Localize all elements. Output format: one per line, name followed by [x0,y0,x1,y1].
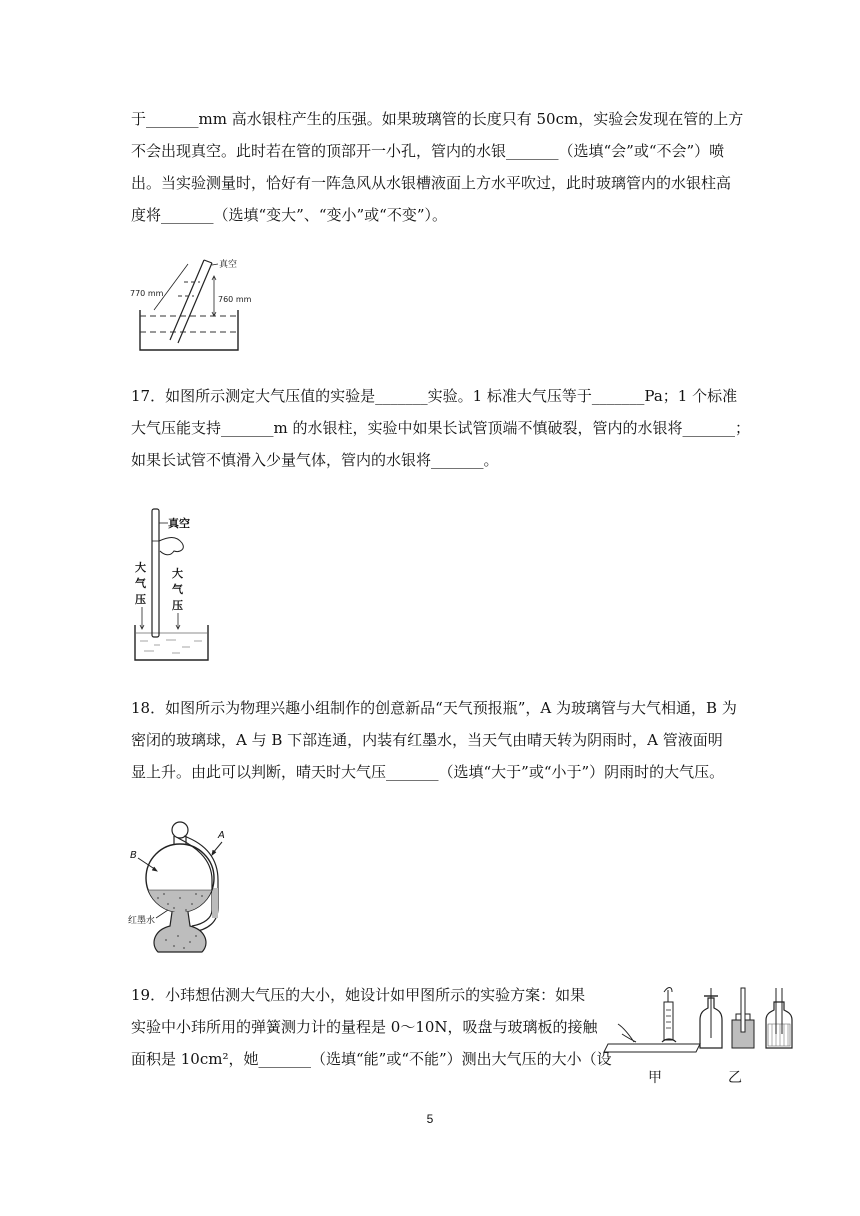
text-line: 不会出现真空。此时若在管的顶部开一小孔，管内的水银_______（选填“会”或“不会”）喷 [131,142,725,160]
atm-right-char: 气 [172,583,183,596]
red-ink-label: 红墨水 [128,916,156,926]
atm-left-char: 气 [135,577,146,590]
q18-text [131,692,737,788]
text-line: 实验中小玮所用的弹簧测力计的量程是 0～10N，吸盘与玻璃板的接触 [131,1018,598,1036]
atm-right-char: 压 [172,599,183,612]
atm-left-label [135,560,150,606]
height-760-label: 760 mm [218,295,252,304]
text-line: 出。当实验测量时，恰好有一阵急风从水银槽液面上方水平吹过，此时玻璃管内的水银柱高 [131,174,732,192]
atm-right-char: 大 [172,567,183,580]
tube-a-label: A [218,830,225,841]
q17-text [131,380,750,476]
q19-text [131,979,612,1075]
weather-bottle-figure [128,818,240,964]
text-line: 显上升。由此可以判断，晴天时大气压_______（选填“大于”或“小于”）阴雨时的大气压。 [131,763,725,781]
atm-left-char: 压 [135,593,146,606]
ball-b-label: B [130,850,137,861]
figure-jia-label: 甲 [648,1070,662,1086]
text-line: 17．如图所示测定大气压值的实验是_______实验。1 标准大气压等于_______Pa；1 个标准 [131,387,738,405]
figure-yi-label: 乙 [728,1070,742,1086]
length-770-label: 770 mm [130,289,164,298]
text-line: 18．如图所示为物理兴趣小组制作的创意新品“天气预报瓶”，A 为玻璃管与大气相通，B 为 [131,699,737,717]
torricelli-experiment-figure [132,505,212,663]
text-line: 度将_______（选填“变大”、“变小”或“不变”）。 [131,206,448,224]
text-line: 19．小玮想估测大气压的大小，她设计如甲图所示的实验方案：如果 [131,986,586,1004]
torricelli-tilted-figure [128,252,252,356]
q16-text [131,103,744,231]
text-line: 面积是 10cm²，她_______（选填“能”或“不能”）测出大气压的大小（设 [131,1050,612,1068]
text-line: 大气压能支持_______m 的水银柱，实验中如果长试管顶端不慎破裂，管内的水银将_______； [131,419,750,437]
text-line: 于_______mm 高水银柱产生的压强。如果玻璃管的长度只有 50cm，实验会发现在管的上方 [131,110,744,128]
page-number: 5 [426,1112,434,1126]
text-line: 如果长试管不慎滑入少量气体，管内的水银将_______。 [131,451,499,469]
suction-cup-experiment-figure [604,984,810,1090]
atm-left-char: 大 [135,561,146,574]
atm-right-label [172,566,187,612]
text-line: 密闭的玻璃球，A 与 B 下部连通，内装有红墨水，当天气由晴天转为阴雨时，A 管液面明 [131,731,723,749]
vacuum-label: 真空 [168,517,190,530]
vacuum-label: 真空 [219,260,238,270]
